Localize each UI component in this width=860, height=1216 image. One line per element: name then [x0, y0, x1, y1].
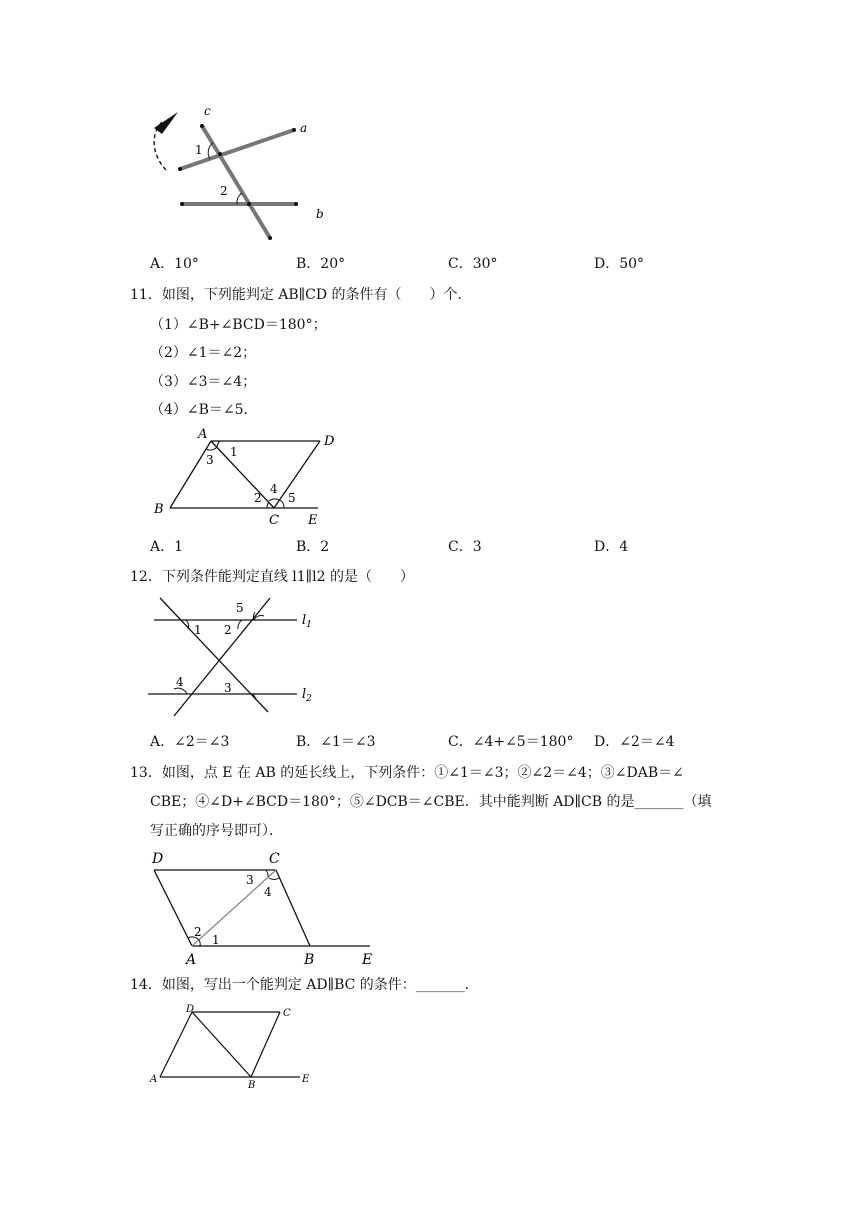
option-b[interactable]: B．20° [296, 256, 346, 272]
q11-figure [148, 424, 348, 532]
angle-2-label: 2 [224, 623, 232, 637]
option-b[interactable]: B．∠1＝∠3 [296, 734, 376, 750]
angle-4-label: 4 [270, 482, 278, 496]
q14-figure [148, 1002, 328, 1094]
point-b: B [248, 1080, 256, 1091]
option-d[interactable]: D．50° [594, 256, 645, 272]
option-d[interactable]: D．4 [594, 539, 629, 555]
line-l1-label: $l_1$ [302, 613, 312, 630]
option-c[interactable]: C．∠4+∠5＝180° [448, 734, 574, 750]
point-a: A [186, 952, 197, 968]
angle-1-label: 1 [212, 933, 220, 947]
angle-2-label: 2 [194, 925, 202, 939]
q13-line-1: 13．如图，点 E 在 AB 的延长线上，下列条件：①∠1＝∠3；②∠2＝∠4；③∠DAB＝∠ [130, 765, 684, 781]
q13-line-2: CBE；④∠D+∠BCD＝180°；⑤∠DCB＝∠CBE．其中能判断 AD∥CB 的是_______（填 [150, 794, 712, 810]
point-b: B [304, 952, 315, 968]
angle-2-label: 2 [254, 491, 262, 505]
option-c[interactable]: C．3 [448, 539, 482, 555]
point-e: E [362, 952, 373, 968]
q11-condition-1: （1）∠B+∠BCD＝180°； [150, 317, 327, 333]
angle-4-label: 4 [176, 675, 184, 689]
label-c: c [204, 104, 211, 118]
angle-1-label: 1 [194, 623, 202, 637]
angle-3-label: 3 [206, 453, 214, 467]
point-c: C [269, 851, 280, 867]
option-d[interactable]: D．∠2＝∠4 [594, 734, 675, 750]
label-a: a [300, 121, 308, 135]
point-c: C [269, 513, 279, 528]
q13-figure [148, 848, 388, 970]
angle-3-label: 3 [246, 873, 254, 887]
angle-1-label: 1 [230, 445, 238, 459]
point-a: A [150, 1074, 158, 1085]
line-l2-label: $l_2$ [302, 687, 312, 704]
point-d: D [152, 851, 164, 867]
q12-figure [142, 594, 332, 724]
angle-2-label: 2 [220, 184, 228, 198]
point-c: C [283, 1008, 291, 1019]
point-d: D [324, 434, 335, 449]
q10-figure [140, 100, 360, 250]
point-e: E [302, 1074, 310, 1085]
q12-stem: 12．下列条件能判定直线 l1∥l2 的是（ ） [130, 569, 414, 585]
q13-line-3: 写正确的序号即可）． [150, 823, 283, 839]
option-c[interactable]: C．30° [448, 256, 498, 272]
angle-5-label: 5 [288, 491, 296, 505]
angle-5-label: 5 [236, 601, 244, 615]
option-a[interactable]: A．1 [150, 539, 184, 555]
angle-3-label: 3 [224, 681, 232, 695]
point-a: A [198, 427, 208, 442]
q11-stem: 11．如图，下列能判定 AB∥CD 的条件有（ ）个． [130, 287, 472, 303]
point-d: D [186, 1004, 195, 1015]
option-a[interactable]: A．∠2＝∠3 [150, 734, 230, 750]
angle-1-label: 1 [195, 143, 203, 157]
q11-condition-3: （3）∠3＝∠4； [150, 374, 257, 390]
angle-4-label: 4 [264, 885, 272, 899]
point-b: B [154, 502, 164, 517]
arrowhead-icon [154, 112, 178, 134]
option-b[interactable]: B．2 [296, 539, 330, 555]
point-e: E [308, 513, 318, 528]
q11-condition-2: （2）∠1＝∠2； [150, 345, 257, 361]
q11-condition-4: （4）∠B＝∠5． [150, 402, 258, 418]
option-a[interactable]: A．10° [150, 256, 199, 272]
label-b: b [316, 207, 324, 221]
q14-stem: 14．如图，写出一个能判定 AD∥BC 的条件：_______． [130, 977, 479, 993]
